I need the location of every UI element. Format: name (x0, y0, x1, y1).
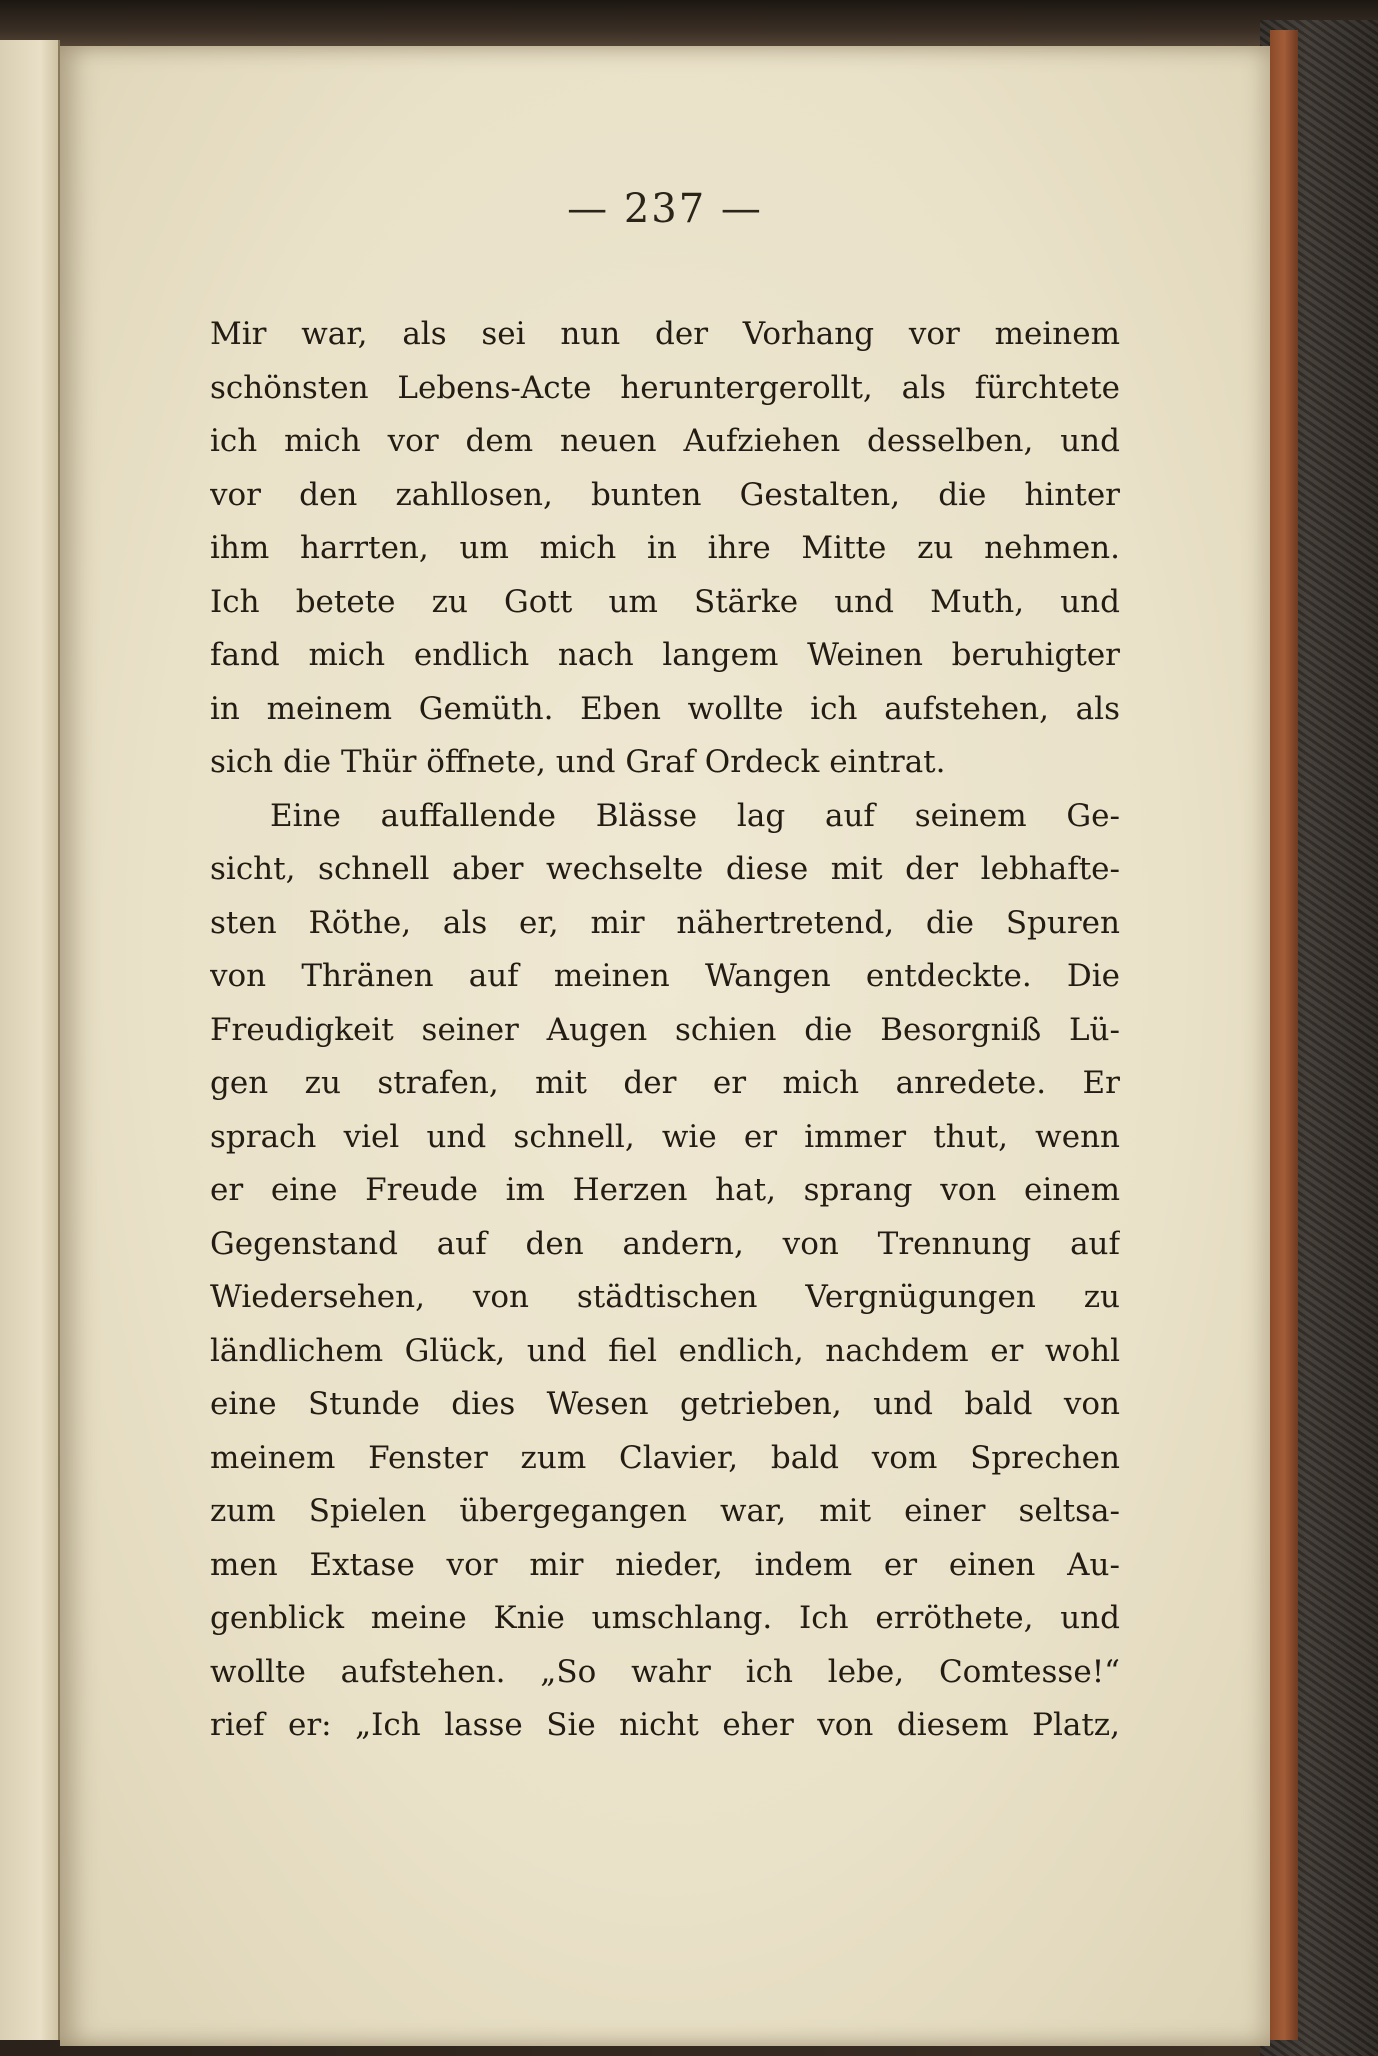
text-line: Wiedersehen, von städtischen Vergnügungen zu (210, 1279, 1120, 1315)
text-line: ich mich vor dem neuen Aufziehen desselben, und (210, 423, 1120, 459)
book-page (60, 46, 1270, 2046)
text-line: Mir war, als sei nun der Vorhang vor meinem (210, 316, 1120, 352)
text-line: Gegenstand auf den andern, von Trennung auf (210, 1225, 1120, 1262)
text-line: in meinem Gemüth. Eben wollte ich aufstehen, als (210, 690, 1120, 727)
cover-leather-edge (1270, 30, 1298, 2040)
text-line: er eine Freude im Herzen hat, sprang von einem (210, 1172, 1120, 1208)
text-line: ihm harrten, um mich in ihre Mitte zu nehmen. (210, 530, 1120, 566)
text-line: sten Röthe, als er, mir nähertretend, die Spuren (210, 904, 1120, 941)
text-line: Ich betete zu Gott um Stärke und Muth, und (210, 583, 1120, 620)
text-line: zum Spielen übergegangen war, mit einer seltsa- (210, 1493, 1120, 1529)
text-line: sicht, schnell aber wechselte diese mit der lebhafte- (210, 851, 1120, 887)
page-number: — 237 — (567, 186, 763, 232)
text-line: wollte aufstehen. „So wahr ich lebe, Comtesse!“ (210, 1653, 1120, 1690)
text-line: genblick meine Knie umschlang. Ich erröthete, und (210, 1600, 1120, 1636)
top-board-edge (0, 0, 1378, 52)
paragraph-start-line: Eine auffallende Blässe lag auf seinem Ge- (270, 797, 1120, 834)
text-line: vor den zahllosen, bunten Gestalten, die hinter (210, 476, 1120, 513)
text-line: schönsten Lebens-Acte heruntergerollt, als fürchtete (210, 369, 1120, 406)
body-text (210, 308, 1120, 1753)
text-line: Freudigkeit seiner Augen schien die Besorgniß Lü- (210, 1011, 1120, 1048)
previous-page-edge (0, 40, 60, 2040)
text-line: men Extase vor mir nieder, indem er einen Au- (210, 1546, 1120, 1583)
text-line: von Thränen auf meinen Wangen entdeckte. Die (210, 958, 1120, 994)
text-line: eine Stunde dies Wesen getrieben, und bald von (210, 1386, 1120, 1422)
paragraph-end-line: sich die Thür öffnete, und Graf Ordeck eintrat. (210, 744, 946, 780)
text-line: ländlichem Glück, und fiel endlich, nachdem er wohl (210, 1332, 1120, 1369)
text-line: sprach viel und schnell, wie er immer thut, wenn (210, 1118, 1120, 1155)
text-line: rief er: „Ich lasse Sie nicht eher von diesem Platz, (210, 1707, 1120, 1743)
text-line: fand mich endlich nach langem Weinen beruhigter (210, 637, 1120, 673)
text-line: meinem Fenster zum Clavier, bald vom Sprechen (210, 1439, 1120, 1476)
text-line: gen zu strafen, mit der er mich anredete. Er (210, 1065, 1120, 1101)
